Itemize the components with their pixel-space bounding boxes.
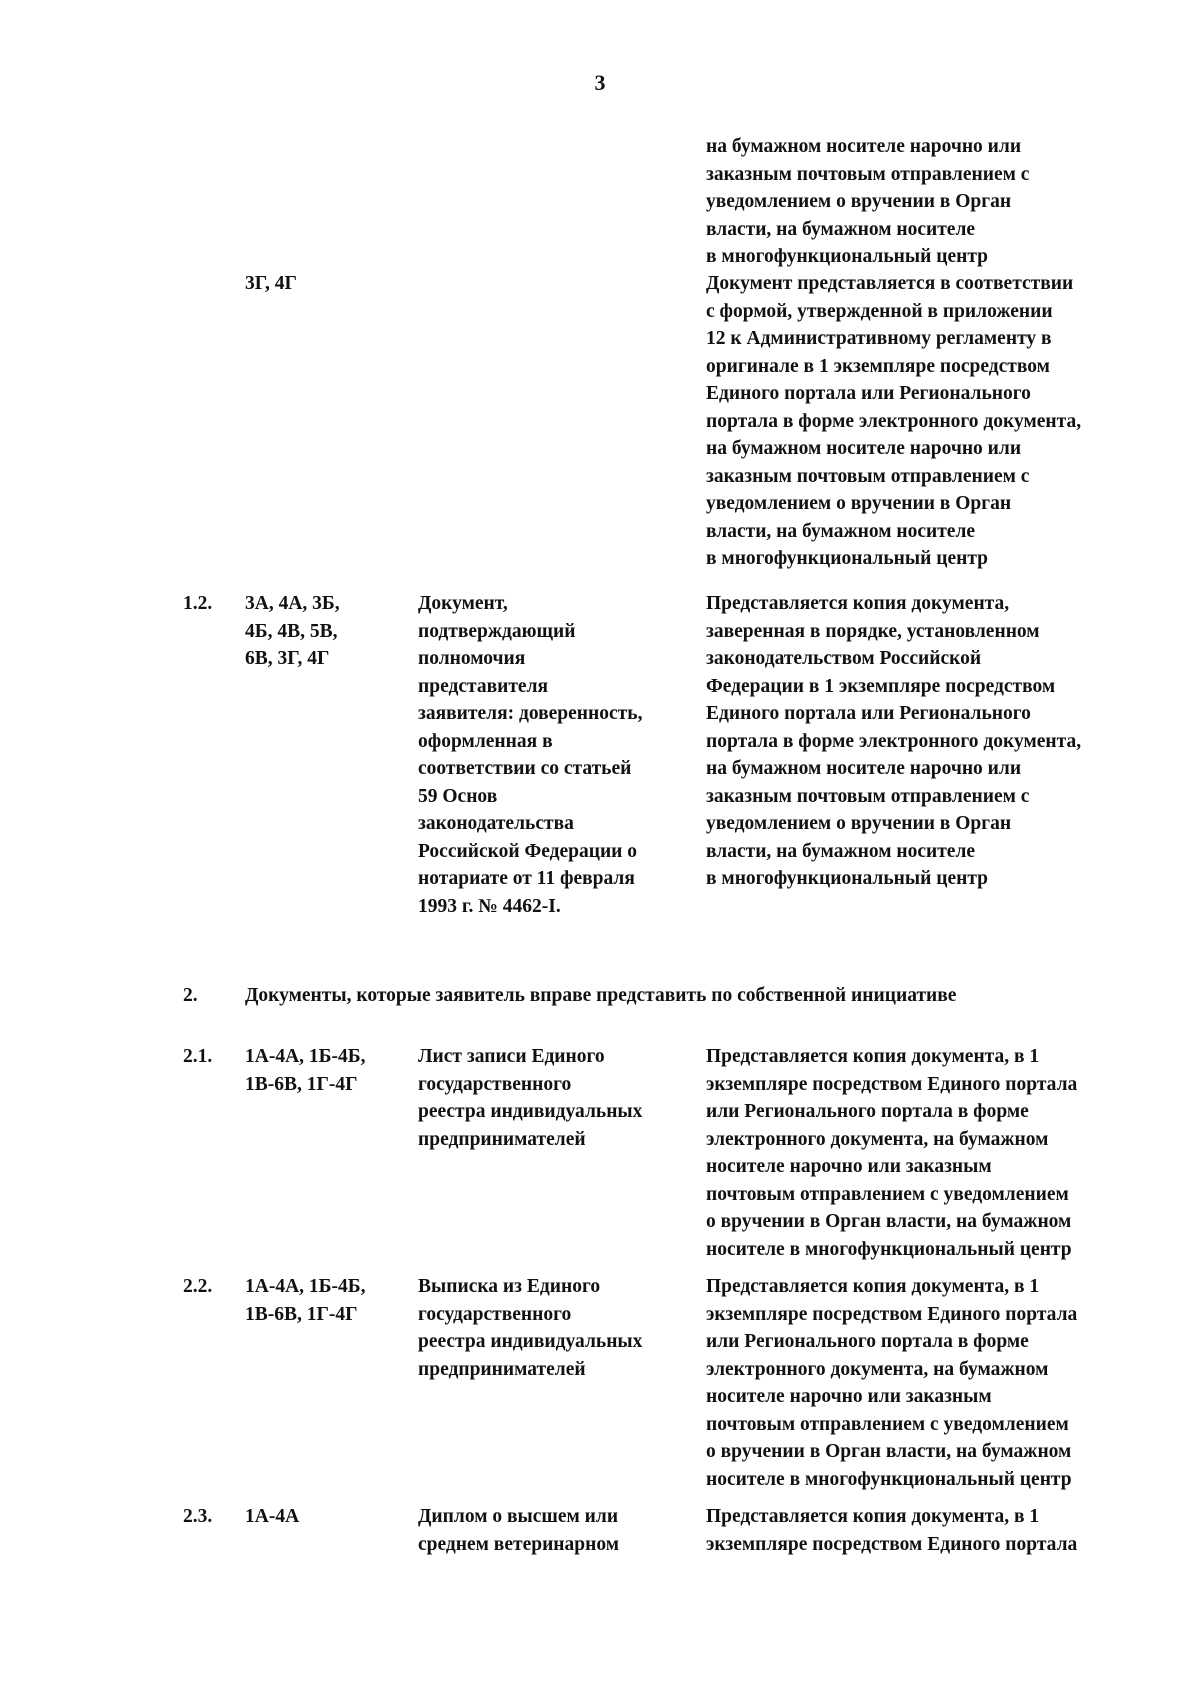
- text-line: полномочия: [418, 648, 526, 669]
- text-line: 6В, 3Г, 4Г: [245, 648, 330, 669]
- text-line: о вручении в Орган власти, на бумажном: [706, 1211, 1072, 1232]
- text-line: реестра индивидуальных: [418, 1331, 643, 1352]
- row-number: 2.3.: [183, 1506, 213, 1527]
- text-line: Представляется копия документа, в 1: [706, 1046, 1040, 1067]
- text-line: 12 к Административному регламенту в: [706, 328, 1052, 349]
- text-line: заказным почтовым отправлением с: [706, 163, 1030, 185]
- text-line: нотариате от 11 февраля: [418, 868, 635, 889]
- text-line: предпринимателей: [418, 1128, 586, 1150]
- row-description: [706, 270, 1148, 573]
- text-line: Документ представляется в соответствии: [706, 273, 1074, 294]
- text-line: Российской Федерации о: [418, 840, 638, 862]
- text-line: 1А-4А: [245, 1506, 300, 1527]
- row-description: [706, 1273, 1148, 1493]
- text-line: Лист записи Единого: [418, 1046, 605, 1067]
- text-line: власти, на бумажном носителе: [706, 218, 976, 240]
- text-line: Выписка из Единого: [418, 1276, 601, 1297]
- text-line: Федерации в 1 экземпляре посредством: [706, 675, 1056, 697]
- text-line: почтовым отправлением с уведомлением: [706, 1413, 1069, 1435]
- text-line: государственного: [418, 1073, 572, 1095]
- text-line: портала в форме электронного документа,: [706, 730, 1082, 752]
- text-line: заказным почтовым отправлением с: [706, 465, 1030, 487]
- text-line: власти, на бумажном носителе: [706, 520, 976, 542]
- text-line: носителе в многофункциональный центр: [706, 1468, 1072, 1490]
- row-number: 1.2.: [183, 593, 213, 614]
- text-line: 1В-6В, 1Г-4Г: [245, 1073, 358, 1095]
- text-line: заявителя: доверенность,: [418, 703, 643, 724]
- text-line: носителе нарочно или заказным: [706, 1156, 992, 1177]
- row-codes: [245, 1043, 415, 1098]
- row-document: [418, 1273, 683, 1383]
- text-line: соответствии со статьей: [418, 758, 632, 779]
- text-line: в многофункциональный центр: [706, 246, 989, 267]
- page-number: 3: [594, 70, 606, 95]
- row-document: [418, 1043, 683, 1153]
- text-line: заказным почтовым отправлением с: [706, 785, 1030, 807]
- row-codes: [245, 1503, 415, 1531]
- text-line: о вручении в Орган власти, на бумажном: [706, 1441, 1072, 1462]
- text-line: или Регионального портала в форме: [706, 1101, 1029, 1122]
- text-line: на бумажном носителе нарочно или: [706, 438, 1022, 459]
- text-line: уведомлением о вручении в Орган: [706, 493, 1012, 514]
- section-title: Документы, которые заявитель вправе представить по собственной инициативе: [245, 985, 957, 1006]
- text-line: реестра индивидуальных: [418, 1101, 643, 1122]
- text-line: 3А, 4А, 3Б,: [245, 593, 340, 614]
- text-line: оформленная в: [418, 730, 553, 752]
- row-description: [706, 1503, 1148, 1558]
- text-line: Единого портала или Регионального: [706, 383, 1031, 404]
- text-line: в многофункциональный центр: [706, 548, 989, 569]
- text-line: уведомлением о вручении в Орган: [706, 191, 1012, 212]
- text-line: носителе в многофункциональный центр: [706, 1238, 1072, 1260]
- text-line: 1В-6В, 1Г-4Г: [245, 1303, 358, 1325]
- text-line: почтовым отправлением с уведомлением: [706, 1183, 1069, 1205]
- text-line: экземпляре посредством Единого портала: [706, 1533, 1078, 1555]
- text-line: государственного: [418, 1303, 572, 1325]
- continuation-description: [706, 133, 1148, 271]
- text-line: заверенная в порядке, установленном: [706, 620, 1040, 642]
- row-codes: [245, 590, 415, 673]
- text-line: Представляется копия документа,: [706, 593, 1010, 614]
- text-line: подтверждающий: [418, 620, 576, 642]
- row-number: 2.2.: [183, 1276, 213, 1297]
- text-line: экземпляре посредством Единого портала: [706, 1073, 1078, 1095]
- text-line: Представляется копия документа, в 1: [706, 1506, 1040, 1527]
- row-description: [706, 1043, 1148, 1263]
- text-line: носителе нарочно или заказным: [706, 1386, 992, 1407]
- text-line: 59 Основ: [418, 785, 498, 807]
- text-line: оригинале в 1 экземпляре посредством: [706, 355, 1050, 377]
- text-line: законодательства: [418, 813, 574, 834]
- text-line: Единого портала или Регионального: [706, 703, 1031, 724]
- row-codes: [245, 1273, 415, 1328]
- text-line: с формой, утвержденной в приложении: [706, 300, 1053, 322]
- text-line: или Регионального портала в форме: [706, 1331, 1029, 1352]
- text-line: уведомлением о вручении в Орган: [706, 813, 1012, 834]
- text-line: Диплом о высшем или: [418, 1506, 619, 1527]
- text-line: электронного документа, на бумажном: [706, 1358, 1049, 1380]
- text-line: на бумажном носителе нарочно или: [706, 758, 1022, 779]
- text-line: власти, на бумажном носителе: [706, 840, 976, 862]
- text-line: предпринимателей: [418, 1358, 586, 1380]
- text-line: 4Б, 4В, 5В,: [245, 620, 338, 642]
- text-line: среднем ветеринарном: [418, 1533, 620, 1555]
- text-line: Представляется копия документа, в 1: [706, 1276, 1040, 1297]
- row-document: [418, 1503, 683, 1558]
- text-line: на бумажном носителе нарочно или: [706, 136, 1022, 157]
- text-line: представителя: [418, 675, 549, 697]
- text-line: электронного документа, на бумажном: [706, 1128, 1049, 1150]
- text-line: экземпляре посредством Единого портала: [706, 1303, 1078, 1325]
- text-line: в многофункциональный центр: [706, 868, 989, 889]
- text-line: 1993 г. № 4462-I.: [418, 895, 561, 917]
- row-number: 2.1.: [183, 1046, 213, 1067]
- text-line: Документ,: [418, 593, 508, 614]
- row-document: [418, 590, 683, 920]
- text-line: 1А-4А, 1Б-4Б,: [245, 1276, 366, 1297]
- section-number: 2.: [183, 985, 198, 1006]
- text-line: 1А-4А, 1Б-4Б,: [245, 1046, 366, 1067]
- row-description: [706, 590, 1148, 893]
- text-line: законодательством Российской: [706, 648, 982, 669]
- row-codes: 3Г, 4Г: [245, 273, 297, 294]
- text-line: портала в форме электронного документа,: [706, 410, 1082, 432]
